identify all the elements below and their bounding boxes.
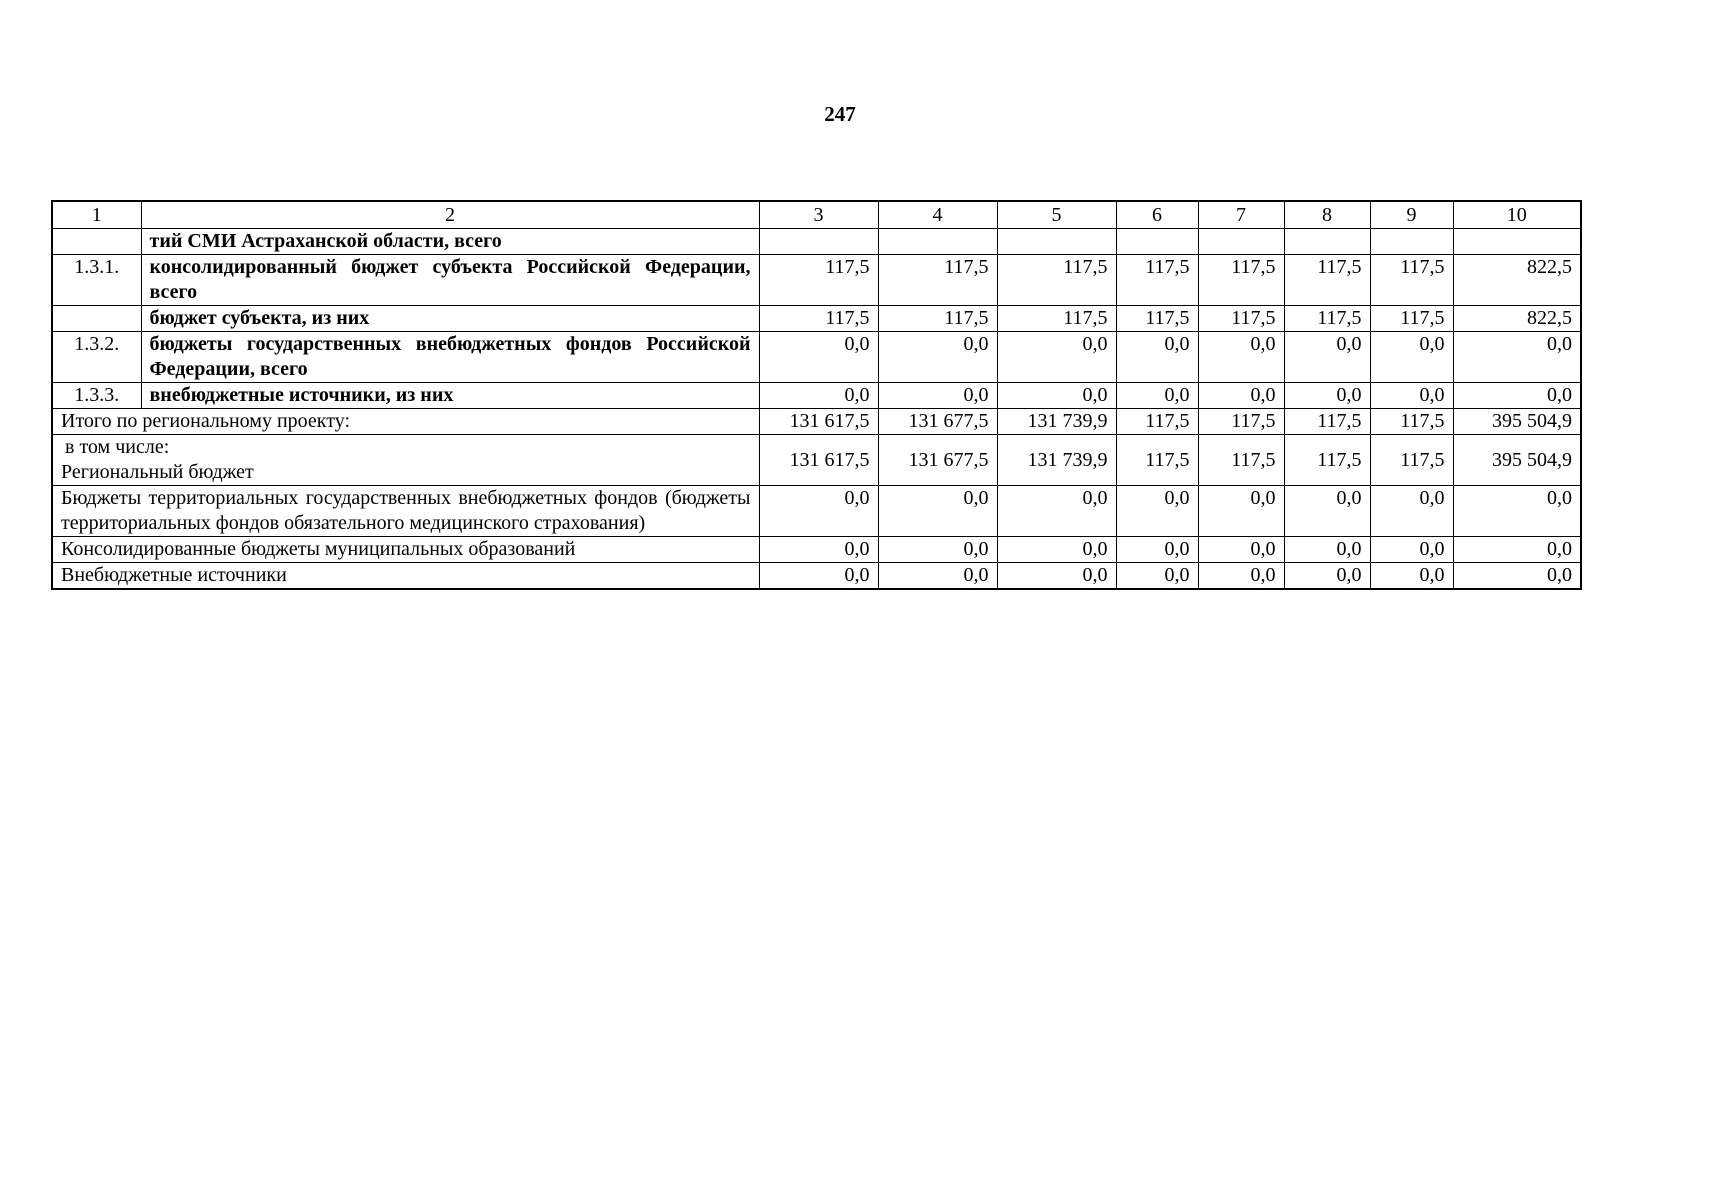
value-cell: 0,0 (997, 486, 1116, 537)
table-row (52, 332, 1581, 383)
column-header: 9 (1370, 201, 1453, 229)
value-cell: 0,0 (997, 332, 1116, 383)
value-cell: 117,5 (759, 255, 878, 306)
value-cell: 117,5 (1198, 306, 1284, 332)
value-cell: 0,0 (1116, 563, 1198, 590)
value-cell: 822,5 (1453, 255, 1581, 306)
including-label: в том числе: (65, 436, 170, 458)
column-header: 4 (878, 201, 997, 229)
value-cell: 117,5 (1116, 435, 1198, 486)
value-cell: 0,0 (1453, 383, 1581, 409)
value-cell: 0,0 (997, 537, 1116, 563)
value-cell (997, 229, 1116, 255)
value-cell (759, 229, 878, 255)
value-cell: 0,0 (759, 563, 878, 590)
value-cell: 395 504,9 (1453, 435, 1581, 486)
value-cell: 117,5 (997, 306, 1116, 332)
column-header: 7 (1198, 201, 1284, 229)
value-cell: 117,5 (1116, 306, 1198, 332)
value-cell: 117,5 (1370, 409, 1453, 435)
regional-budget-text: Региональный бюджет (61, 461, 254, 483)
row-number (52, 229, 141, 255)
column-header: 6 (1116, 201, 1198, 229)
value-cell: 0,0 (1284, 563, 1370, 590)
value-cell: 117,5 (878, 306, 997, 332)
value-cell: 0,0 (1116, 486, 1198, 537)
value-cell: 0,0 (1116, 332, 1198, 383)
row-number: 1.3.2. (52, 332, 141, 383)
value-cell: 0,0 (1370, 383, 1453, 409)
row-description: бюджеты государственных внебюджетных фондов Российской Федерации, всего (141, 332, 759, 383)
value-cell: 0,0 (1284, 383, 1370, 409)
value-cell: 0,0 (1198, 537, 1284, 563)
value-cell: 0,0 (1370, 563, 1453, 590)
value-cell: 0,0 (878, 486, 997, 537)
value-cell: 0,0 (1284, 486, 1370, 537)
column-header: 5 (997, 201, 1116, 229)
value-cell: 0,0 (759, 383, 878, 409)
value-cell: 0,0 (1370, 486, 1453, 537)
value-cell: 0,0 (1453, 486, 1581, 537)
value-cell: 0,0 (1453, 537, 1581, 563)
value-cell: 117,5 (1198, 435, 1284, 486)
value-cell: 131 739,9 (997, 435, 1116, 486)
value-cell: 0,0 (1284, 332, 1370, 383)
row-description: Консолидированные бюджеты муниципальных образований (52, 537, 759, 563)
value-cell (878, 229, 997, 255)
value-cell (1284, 229, 1370, 255)
value-cell: 0,0 (997, 563, 1116, 590)
value-cell: 0,0 (1116, 537, 1198, 563)
regional-budget-row (52, 435, 1581, 486)
column-header: 1 (52, 201, 141, 229)
value-cell: 117,5 (759, 306, 878, 332)
regional-budget-label (52, 435, 759, 486)
table-row (52, 255, 1581, 306)
value-cell: 0,0 (878, 563, 997, 590)
value-cell: 0,0 (1198, 332, 1284, 383)
value-cell: 0,0 (1453, 332, 1581, 383)
value-cell: 117,5 (1370, 435, 1453, 486)
row-description: Внебюджетные источники (52, 563, 759, 590)
value-cell: 131 677,5 (878, 409, 997, 435)
value-cell: 0,0 (1198, 563, 1284, 590)
column-header: 2 (141, 201, 759, 229)
value-cell: 0,0 (1198, 486, 1284, 537)
value-cell: 822,5 (1453, 306, 1581, 332)
row-description: внебюджетные источники, из них (141, 383, 759, 409)
value-cell: 117,5 (1284, 255, 1370, 306)
table-row (52, 486, 1581, 537)
row-number: 1.3.3. (52, 383, 141, 409)
table-row (52, 229, 1581, 255)
value-cell: 131 739,9 (997, 409, 1116, 435)
row-description: тий СМИ Астраханской области, всего (141, 229, 759, 255)
table-row (52, 306, 1581, 332)
value-cell: 0,0 (1370, 332, 1453, 383)
table-row (52, 383, 1581, 409)
value-cell: 131 677,5 (878, 435, 997, 486)
value-cell: 0,0 (1370, 537, 1453, 563)
value-cell: 117,5 (1116, 255, 1198, 306)
value-cell: 0,0 (759, 537, 878, 563)
row-number (52, 306, 141, 332)
value-cell: 395 504,9 (1453, 409, 1581, 435)
value-cell: 117,5 (1284, 306, 1370, 332)
value-cell: 117,5 (1198, 255, 1284, 306)
row-description: бюджет субъекта, из них (141, 306, 759, 332)
header-row (52, 201, 1581, 229)
value-cell (1453, 229, 1581, 255)
value-cell: 117,5 (1284, 435, 1370, 486)
value-cell: 0,0 (878, 332, 997, 383)
column-header: 10 (1453, 201, 1581, 229)
value-cell: 0,0 (1116, 383, 1198, 409)
value-cell: 117,5 (878, 255, 997, 306)
value-cell: 0,0 (878, 383, 997, 409)
value-cell: 0,0 (759, 332, 878, 383)
value-cell: 117,5 (1284, 409, 1370, 435)
value-cell: 117,5 (1370, 255, 1453, 306)
value-cell: 0,0 (1284, 537, 1370, 563)
value-cell: 117,5 (1198, 409, 1284, 435)
value-cell: 117,5 (1116, 409, 1198, 435)
value-cell: 117,5 (1370, 306, 1453, 332)
value-cell: 0,0 (1198, 383, 1284, 409)
value-cell (1198, 229, 1284, 255)
value-cell: 117,5 (997, 255, 1116, 306)
total-label: Итого по региональному проекту: (52, 409, 759, 435)
value-cell: 0,0 (1453, 563, 1581, 590)
page-number: 247 (824, 102, 856, 126)
column-header: 3 (759, 201, 878, 229)
value-cell: 131 617,5 (759, 435, 878, 486)
value-cell (1116, 229, 1198, 255)
value-cell: 131 617,5 (759, 409, 878, 435)
row-description: Бюджеты территориальных государственных внебюджетных фондов (бюджеты территориальных фондов обязательного медицинского страхования) (52, 486, 759, 537)
value-cell: 0,0 (759, 486, 878, 537)
table-row (52, 563, 1581, 590)
total-row (52, 409, 1581, 435)
budget-table (51, 200, 1582, 590)
value-cell: 0,0 (997, 383, 1116, 409)
row-number: 1.3.1. (52, 255, 141, 306)
row-description: консолидированный бюджет субъекта Российской Федерации, всего (141, 255, 759, 306)
value-cell (1370, 229, 1453, 255)
table-row (52, 537, 1581, 563)
column-header: 8 (1284, 201, 1370, 229)
value-cell: 0,0 (878, 537, 997, 563)
